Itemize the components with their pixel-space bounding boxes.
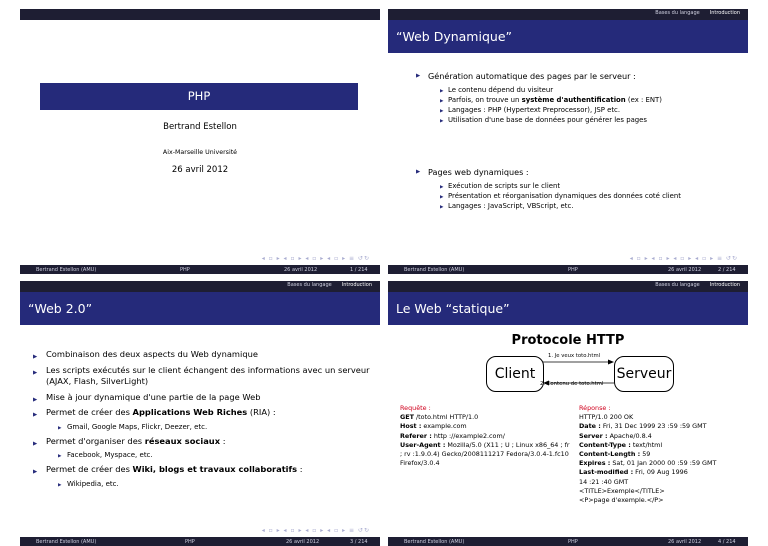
slide-heading: “Web Dynamique” xyxy=(396,29,512,44)
request-label: 1. Je veux toto.html xyxy=(548,353,601,359)
sub-bullet: ▶ Le contenu dépend du visiteur xyxy=(440,85,736,95)
sub-bullet: ▶ Utilisation d'une base de données pour générer les pages xyxy=(440,115,736,125)
subsection-link[interactable]: Introduction xyxy=(709,282,740,288)
page-number: 3 / 214 xyxy=(350,539,368,545)
bullet: ▶ Permet de créer des Applications Web Riches (RIA) : ▶ Gmail, Google Maps, Flickr, Deezer, etc. xyxy=(32,407,372,432)
sub-bullet: ▶ Parfois, on trouve un système d'authentification (ex : ENT) xyxy=(440,95,736,105)
bullet: ▶ Mise à jour dynamique d'une partie de la page Web xyxy=(32,392,372,404)
subsection-link[interactable]: Introduction xyxy=(709,10,740,16)
http-request: Requête : GET /toto.html HTTP/1.0 Host : example.com Referer : http ://example2.com/ User-Agent : Mozilla/5.0 (X11 ; U ; Linux x86_64 ; fr ; rv :1.9.0.4) Gecko/2008111217 Fedora/3.0.4-1.fc10 Firefox/3.0.4 xyxy=(400,404,570,468)
bullet xyxy=(416,167,736,211)
author: Bertrand Estellon xyxy=(163,122,237,132)
page-number: 4 / 214 xyxy=(718,539,736,545)
sub-bullet: ▶ Wikipedia, etc. xyxy=(58,479,372,489)
sub-bullet: ▶ Présentation et réorganisation dynamiques des données coté client xyxy=(440,191,736,201)
bullet-text: Génération automatique des pages par le serveur : xyxy=(428,71,636,81)
footer-author: Bertrand Estellon (AMU) xyxy=(36,267,97,273)
footer-title: PHP xyxy=(568,539,578,545)
footer-author: Bertrand Estellon (AMU) xyxy=(36,539,97,545)
header-bar xyxy=(388,9,748,20)
presentation-title: PHP xyxy=(40,83,358,110)
bullet-text: Pages web dynamiques : xyxy=(428,167,529,177)
bullet: ▶ Combinaison des deux aspects du Web dynamique xyxy=(32,349,372,361)
footer-title: PHP xyxy=(180,267,190,273)
header-bar xyxy=(20,9,380,20)
footer-author: Bertrand Estellon (AMU) xyxy=(404,267,465,273)
section-link[interactable]: Bases du langage xyxy=(655,282,700,288)
title-band xyxy=(388,292,748,325)
date: 26 avril 2012 xyxy=(171,165,229,175)
beamer-nav-icons[interactable]: ◂ ▫ ▸ ◂ ▫ ▸ ◂ ▫ ▸ ◂ ▫ ▸ ≡ ↺↻ xyxy=(629,255,738,262)
title-band xyxy=(20,292,380,325)
footer-title: PHP xyxy=(568,267,578,273)
slide-heading: “Web 2.0” xyxy=(28,301,93,316)
client-box: Client xyxy=(486,356,544,392)
footer-bar xyxy=(388,265,748,274)
footer-date: 26 avril 2012 xyxy=(668,539,702,545)
sub-bullet: ▶ Exécution de scripts sur le client xyxy=(440,181,736,191)
sub-bullet: ▶ Langages : JavaScript, VBScript, etc. xyxy=(440,201,736,211)
sub-bullet: ▶ Facebook, Myspace, etc. xyxy=(58,450,372,460)
beamer-nav-icons[interactable]: ◂ ▫ ▸ ◂ ▫ ▸ ◂ ▫ ▸ ◂ ▫ ▸ ≡ ↺↻ xyxy=(261,255,370,262)
footer-date: 26 avril 2012 xyxy=(286,539,320,545)
footer-author: Bertrand Estellon (AMU) xyxy=(404,539,465,545)
footer-bar xyxy=(20,537,380,546)
sub-bullet: ▶ Langages : PHP (Hypertext Preprocessor), JSP etc. xyxy=(440,105,736,115)
response-heading: Réponse : xyxy=(579,404,611,412)
bullet-group xyxy=(416,167,736,211)
request-heading: Requête : xyxy=(400,404,431,412)
bullet xyxy=(416,71,736,125)
header-bar xyxy=(388,281,748,292)
slide-title xyxy=(20,9,380,274)
slide-web-2 xyxy=(20,281,380,546)
page-number: 1 / 214 xyxy=(350,267,368,273)
page-number: 2 / 214 xyxy=(718,267,736,273)
beamer-nav-icons[interactable]: ◂ ▫ ▸ ◂ ▫ ▸ ◂ ▫ ▸ ◂ ▫ ▸ ≡ ↺↻ xyxy=(261,527,370,534)
section-link[interactable]: Bases du langage xyxy=(287,282,332,288)
bullet-group xyxy=(416,71,736,125)
diagram-title: Protocole HTTP xyxy=(511,333,625,348)
title-band xyxy=(388,20,748,53)
institute: Aix-Marseille Université xyxy=(162,149,238,156)
footer-date: 26 avril 2012 xyxy=(284,267,318,273)
section-link[interactable]: Bases du langage xyxy=(655,10,700,16)
footer-bar xyxy=(388,537,748,546)
response-label: 2. Contenu de toto.html xyxy=(540,381,604,387)
footer-bar xyxy=(20,265,380,274)
bullet: ▶ Permet de créer des Wiki, blogs et travaux collaboratifs : ▶ Wikipedia, etc. xyxy=(32,464,372,489)
footer-date: 26 avril 2012 xyxy=(668,267,702,273)
slide-web-dynamique xyxy=(388,9,748,274)
sub-bullet: ▶ Gmail, Google Maps, Flickr, Deezer, etc. xyxy=(58,422,372,432)
footer-title: PHP xyxy=(185,539,195,545)
server-box: Serveur xyxy=(614,356,674,392)
slide-web-statique xyxy=(388,281,748,546)
header-bar xyxy=(20,281,380,292)
http-response: Réponse : HTTP/1.0 200 OK Date : Fri, 31 Dec 1999 23 :59 :59 GMT Server : Apache/0.8.4 Content-Type : text/html Content-Length : 59 Expires : Sat, 01 Jan 2000 00 :59 :59 GMT Last-modified : Fri, 09 Aug 1996 14 :21 :40 GMT <TITLE>Exemple</TITLE> <P>page d'exemple.</P> xyxy=(579,404,744,505)
bullet: ▶ Les scripts exécutés sur le client échangent des informations avec un serveur (AJAX, Flash, SilverLight) xyxy=(32,365,372,388)
bullet-list xyxy=(32,349,372,493)
bullet: ▶ Permet d'organiser des réseaux sociaux : ▶ Facebook, Myspace, etc. xyxy=(32,436,372,461)
subsection-link[interactable]: Introduction xyxy=(341,282,372,288)
slide-heading: Le Web “statique” xyxy=(396,301,510,316)
request-response-arrows xyxy=(543,353,615,393)
